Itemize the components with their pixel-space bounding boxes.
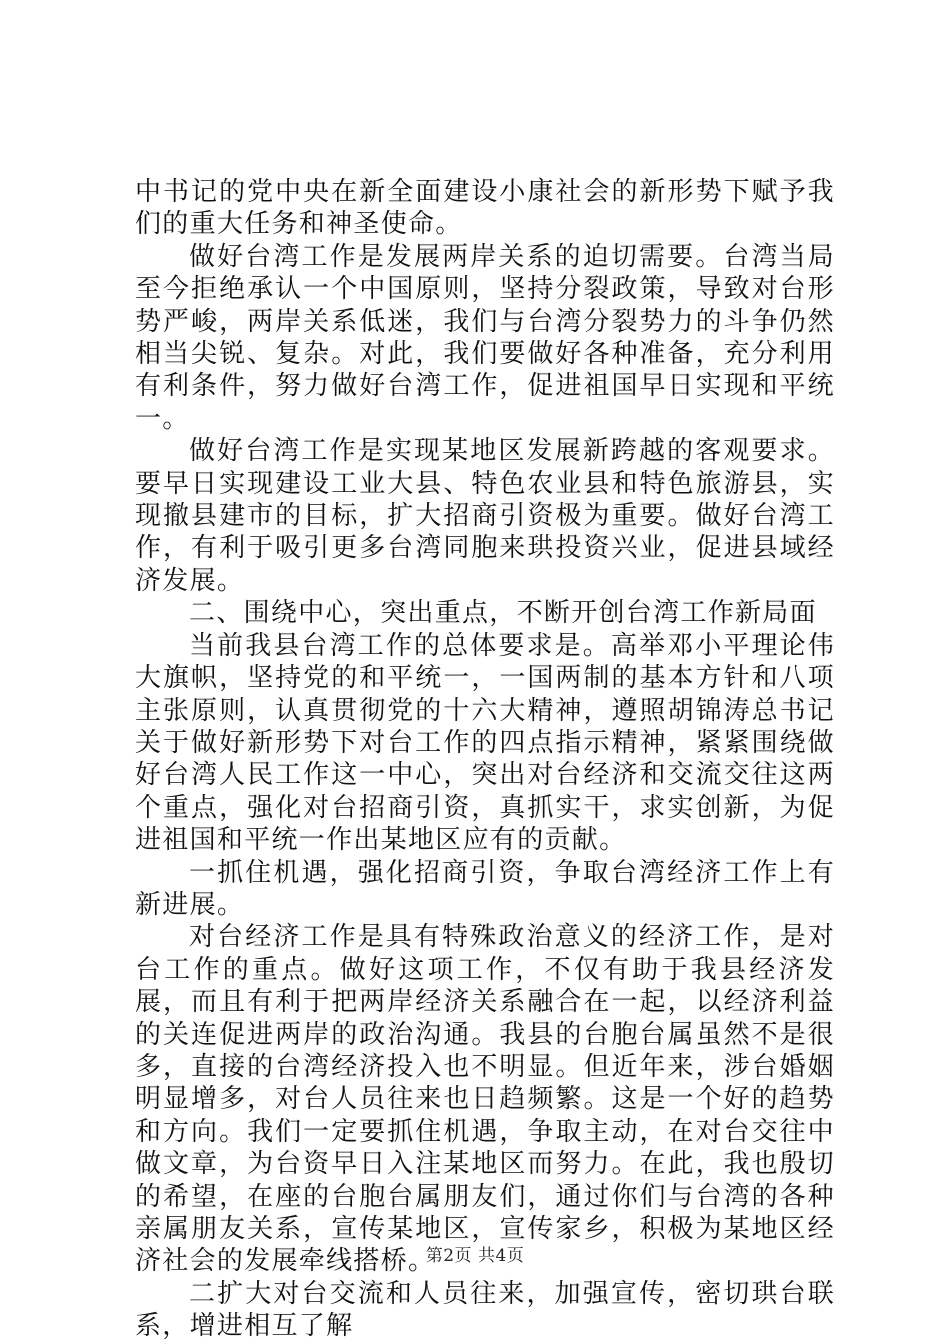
page-footer: 第2页 共4页 [425, 1246, 525, 1266]
paragraph-2: 做好台湾工作是发展两岸关系的迫切需要。台湾当局至今拒绝承认一个中国原则，坚持分裂政策，导致对台形势严峻，两岸关系低迷，我们与台湾分裂势力的斗争仍然相当尖锐、复杂。对此，我们要做好各种准备，充分利用有利条件，努力做好台湾工作，促进祖国早日实现和平统一。 [135, 241, 835, 434]
paragraph-7: 对台经济工作是具有特殊政治意义的经济工作，是对台工作的重点。做好这项工作，不仅有助于我县经济发展，而且有利于把两岸经济关系融合在一起，以经济利益的关连促进两岸的政治沟通。我县的台胞台属虽然不是很多，直接的台湾经济投入也不明显。但近年来，涉台婚姻明显增多，对台人员往来也日趋频繁。这是一个好的趋势和方向。我们一定要抓住机遇，争取主动，在对台交往中做文章，为台资早日入注某地区而努力。在此，我也殷切的希望，在座的台胞台属朋友们，通过你们与台湾的各种亲属朋友关系，宣传某地区，宣传家乡，积极为某地区经济社会的发展牵线搭桥。 [135, 922, 835, 1277]
document-body [135, 176, 835, 1343]
section-heading-2: 二、围绕中心，突出重点，不断开创台湾工作新局面 [189, 598, 817, 629]
subsection-heading-2: 二扩大对台交流和人员往来，加强宣传，密切珙台联系，增进相互了解 [135, 1278, 835, 1342]
subsection-heading-1: 一抓住机遇，强化招商引资，争取台湾经济工作上有新进展。 [135, 857, 835, 920]
paragraph-5: 当前我县台湾工作的总体要求是。高举邓小平理论伟大旗帜，坚持党的和平统一，一国两制的基本方针和八项主张原则，认真贯彻党的十六大精神，遵照胡锦涛总书记关于做好新形势下对台工作的四点指示精神，紧紧围绕做好台湾人民工作这一中心，突出对台经济和交流交往这两个重点，强化对台招商引资，真抓实干，求实创新，为促进祖国和平统一作出某地区应有的贡献。 [135, 630, 835, 856]
paragraph-3: 做好台湾工作是实现某地区发展新跨越的客观要求。要早日实现建设工业大县、特色农业县和特色旅游县，实现撤县建市的目标，扩大招商引资极为重要。做好台湾工作，有利于吸引更多台湾同胞来珙投资兴业，促进县域经济发展。 [135, 436, 835, 596]
paragraph-1: 中书记的党中央在新全面建设小康社会的新形势下赋予我们的重大任务和神圣使命。 [135, 177, 835, 240]
